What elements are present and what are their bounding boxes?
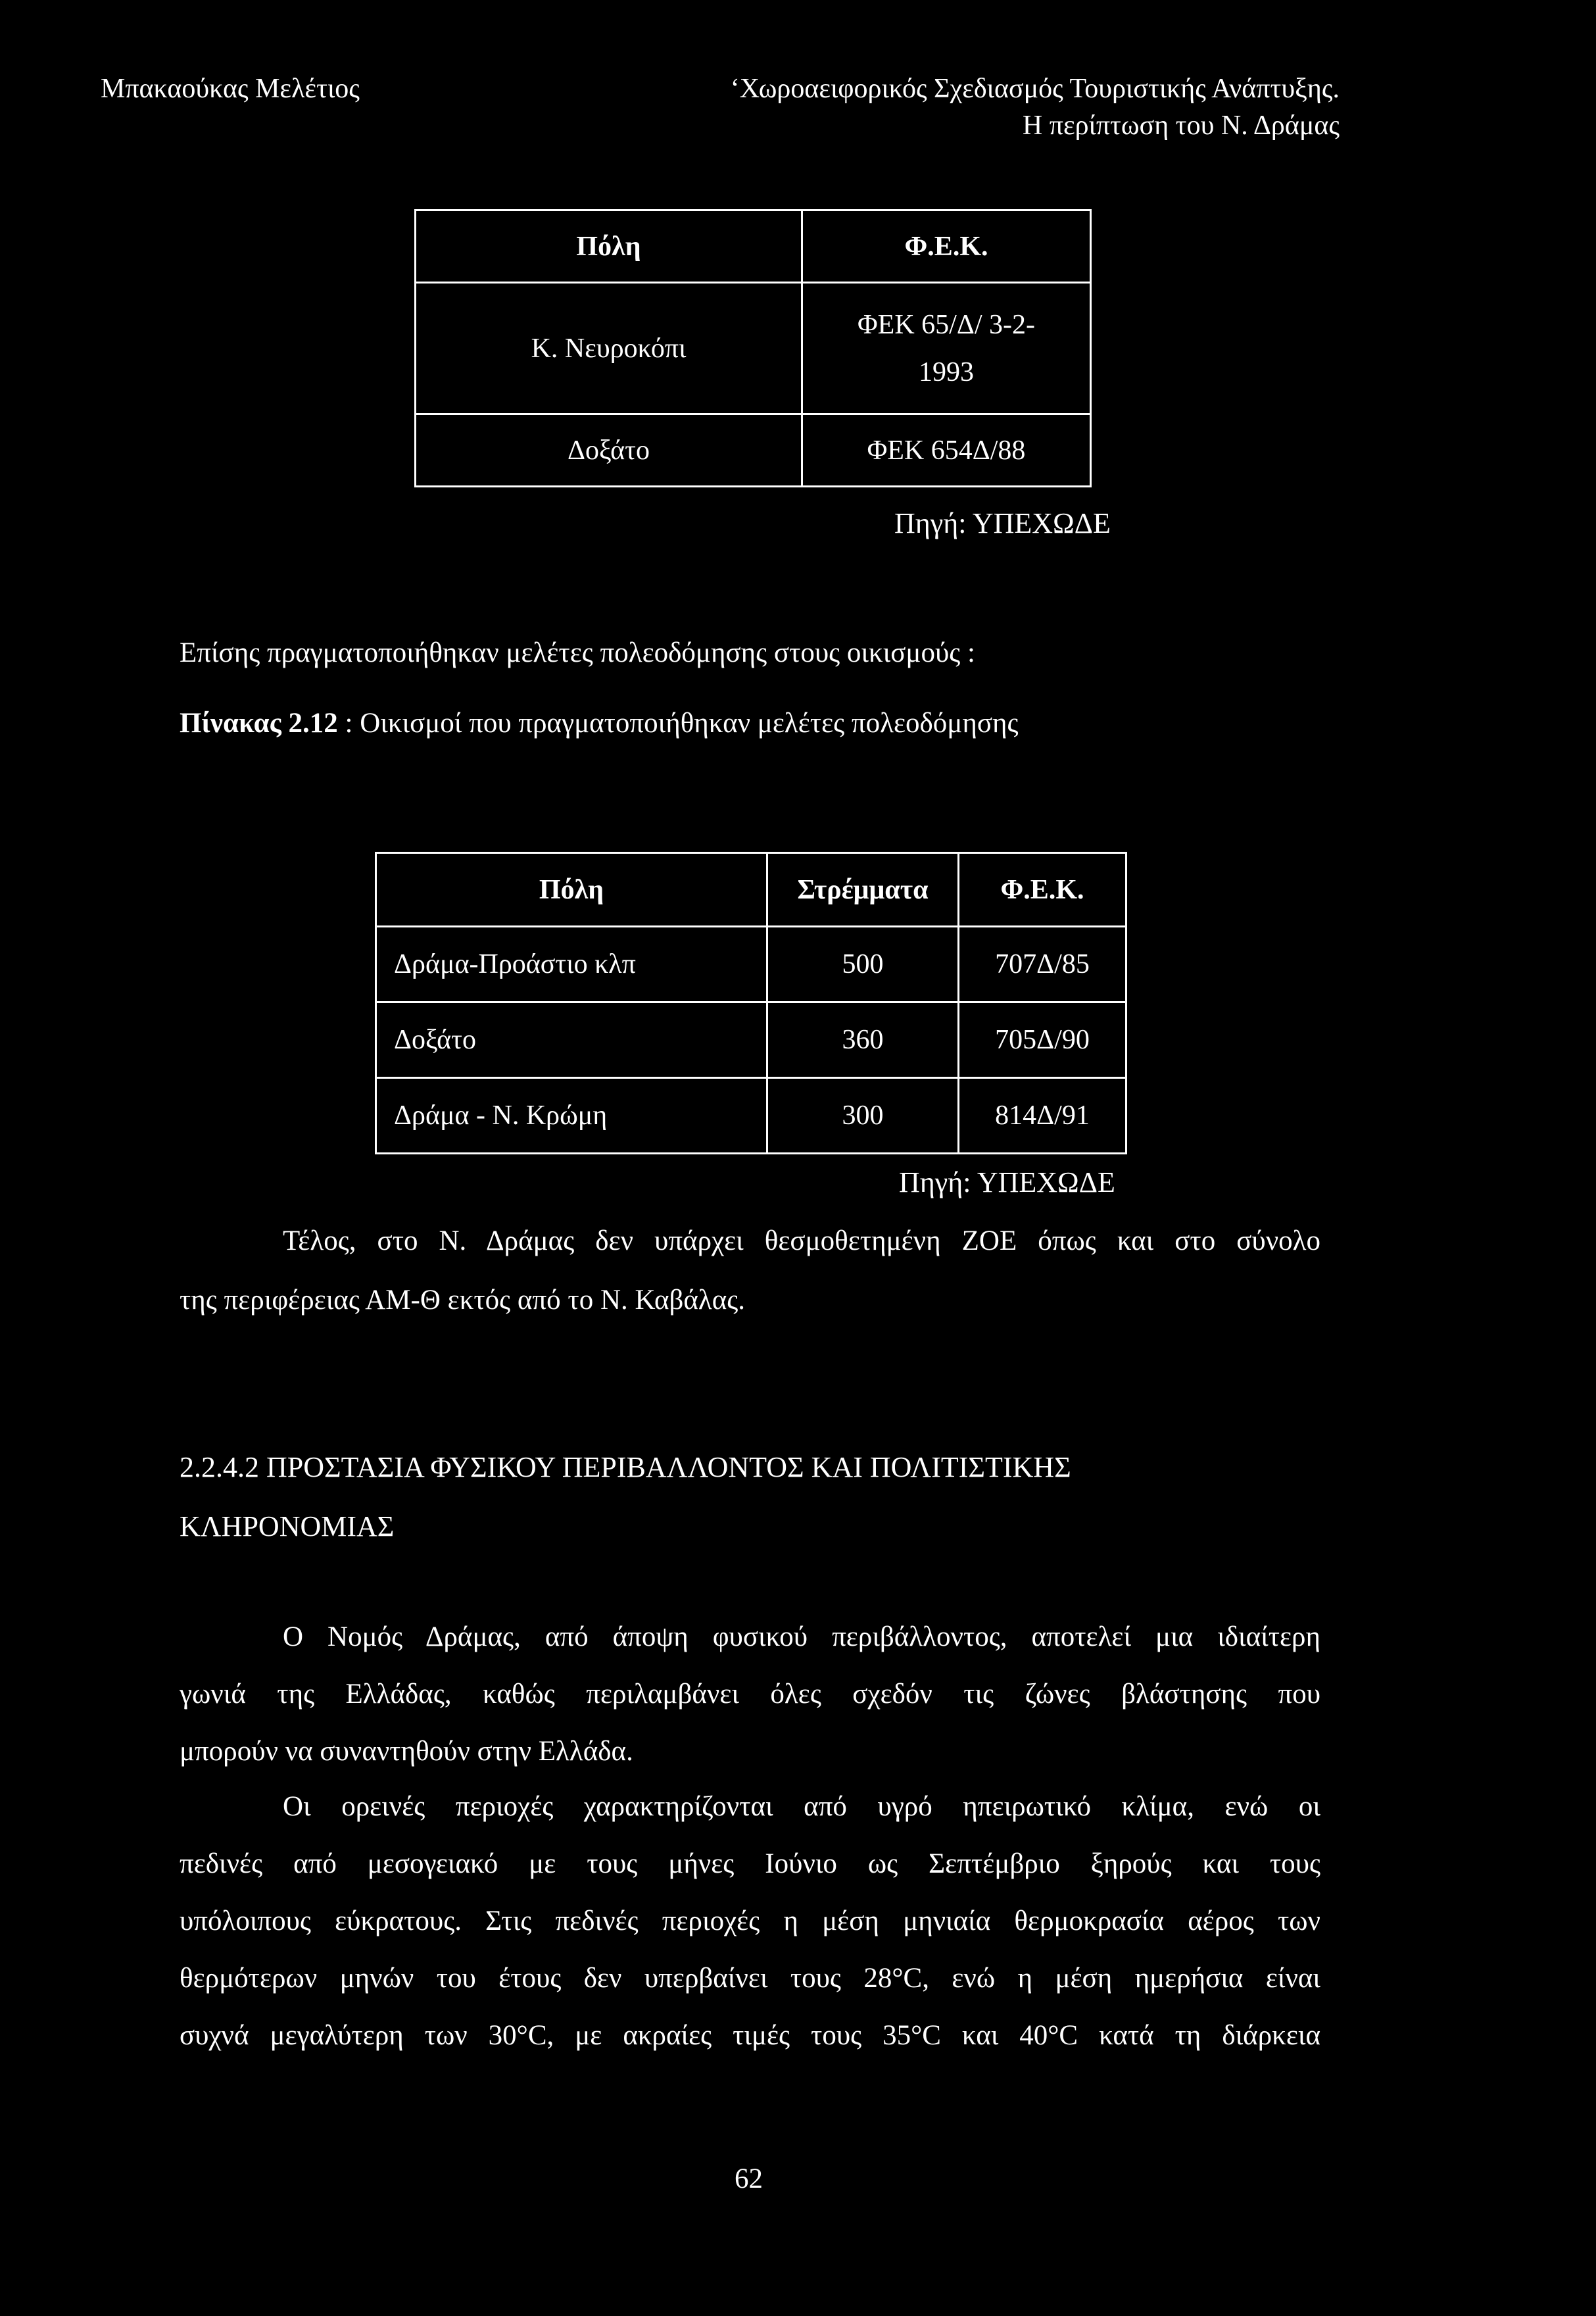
closing-line1: Τέλος, στο Ν. Δράμας δεν υπάρχει θεσμοθετημένη ΖΟΕ όπως και στο σύνολο bbox=[283, 1225, 1320, 1256]
urban-table-header-city: Πόλη bbox=[376, 853, 767, 927]
fek-table-header-city: Πόλη bbox=[416, 210, 802, 283]
header-title-line1: ‘Χωροαειφορικός Σχεδιασμός Τουριστικής Ανάπτυξης. bbox=[730, 74, 1340, 104]
section-heading-line2: ΚΛΗΡΟΝΟΜΙΑΣ bbox=[180, 1510, 395, 1542]
page-number: 62 bbox=[735, 2163, 763, 2194]
paragraph-2-line: θερμότερων μηνών του έτους δεν υπερβαίνει τους 28°C, ενώ η μέση ημερήσια είναι bbox=[180, 1963, 1320, 1994]
paragraph-2 bbox=[180, 1778, 1320, 2064]
fek-table-cell-city: Κ. Νευροκόπι bbox=[416, 283, 802, 414]
table-row bbox=[376, 927, 1126, 1002]
urban-table-cell-fek: 707Δ/85 bbox=[959, 927, 1126, 1002]
header-title bbox=[731, 70, 1340, 144]
table-row bbox=[416, 414, 1091, 487]
urban-table-cell-fek: 705Δ/90 bbox=[959, 1002, 1126, 1078]
closing-line2: της περιφέρειας ΑΜ-Θ εκτός από το Ν. Καβάλας. bbox=[180, 1285, 746, 1316]
urban-table-cell-area: 500 bbox=[767, 927, 959, 1002]
section-heading-line1: 2.2.4.2 ΠΡΟΣΤΑΣΙΑ ΦΥΣΙΚΟΥ ΠΕΡΙΒΑΛΛΟΝΤΟΣ ΚΑΙ ΠΟΛΙΤΙΣΤΙΚΗΣ bbox=[180, 1451, 1071, 1483]
urban-table-cell-area: 360 bbox=[767, 1002, 959, 1078]
urban-table-cell-city: Δράμα - Ν. Κρώμη bbox=[376, 1078, 767, 1154]
table-row bbox=[416, 283, 1091, 414]
header-title-line2: Η περίπτωση του Ν. Δράμας bbox=[1022, 111, 1340, 141]
paragraph-2-line: Οι ορεινές περιοχές χαρακτηρίζονται από υγρό ηπειρωτικό κλίμα, ενώ οι bbox=[283, 1791, 1320, 1822]
fek-table-cell-city: Δοξάτο bbox=[416, 414, 802, 487]
table-row bbox=[376, 1002, 1126, 1078]
urban-table-header-area: Στρέμματα bbox=[767, 853, 959, 927]
paragraph-1-line: Ο Νομός Δράμας, από άποψη φυσικού περιβάλλοντος, αποτελεί μια ιδιαίτερη bbox=[283, 1621, 1320, 1652]
fek-line2: 1993 bbox=[919, 357, 974, 387]
urban-table-cell-city: Δράμα-Προάστιο κλπ bbox=[376, 927, 767, 1002]
paragraph-2-line: υπόλοιπους εύκρατους. Στις πεδινές περιοχές η μέση μηνιαία θερμοκρασία αέρος των bbox=[180, 1906, 1320, 1936]
urban-planning-table bbox=[375, 852, 1127, 1154]
urban-table-cell-city: Δοξάτο bbox=[376, 1002, 767, 1078]
paragraph-2-line: πεδινές από μεσογειακό με τους μήνες Ιούνιο ως Σεπτέμβριο ξηρούς και τους bbox=[180, 1848, 1320, 1879]
intro-sentence: Επίσης πραγματοποιήθηκαν μελέτες πολεοδόμησης στους οικισμούς : bbox=[180, 637, 975, 668]
fek-table-header-fek: Φ.Ε.Κ. bbox=[802, 210, 1091, 283]
urban-table-cell-fek: 814Δ/91 bbox=[959, 1078, 1126, 1154]
urban-table-header-fek: Φ.Ε.Κ. bbox=[959, 853, 1126, 927]
paragraph-1-line: γωνιά της Ελλάδας, καθώς περιλαμβάνει όλες σχεδόν τις ζώνες βλάστησης που bbox=[180, 1679, 1320, 1710]
fek-table bbox=[414, 209, 1092, 487]
table2-caption-label: Πίνακας 2.12 bbox=[180, 708, 338, 739]
table-row bbox=[376, 1078, 1126, 1154]
table2-caption-text: : Οικισμοί που πραγματοποιήθηκαν μελέτες πολεοδόμησης bbox=[337, 708, 1019, 739]
paragraph-1-line: μπορούν να συναντηθούν στην Ελλάδα. bbox=[180, 1736, 633, 1767]
fek-line1: ΦΕΚ 65/Δ/ 3-2- bbox=[857, 309, 1035, 340]
urban-table-cell-area: 300 bbox=[767, 1078, 959, 1154]
fek-table-cell-fek bbox=[802, 283, 1091, 414]
table2-source: Πηγή: ΥΠΕΧΩΔΕ bbox=[899, 1166, 1115, 1198]
header-author: Μπακαούκας Μελέτιος bbox=[101, 74, 360, 104]
table2-caption bbox=[180, 707, 1019, 739]
paragraph-1 bbox=[180, 1608, 1320, 1780]
section-heading bbox=[180, 1438, 1071, 1556]
table1-source: Πηγή: ΥΠΕΧΩΔΕ bbox=[894, 507, 1111, 539]
paragraph-2-line: συχνά μεγαλύτερη των 30°C, με ακραίες τιμές τους 35°C και 40°C κατά τη διάρκεια bbox=[180, 2020, 1320, 2051]
fek-table-cell-fek: ΦΕΚ 654Δ/88 bbox=[802, 414, 1091, 487]
